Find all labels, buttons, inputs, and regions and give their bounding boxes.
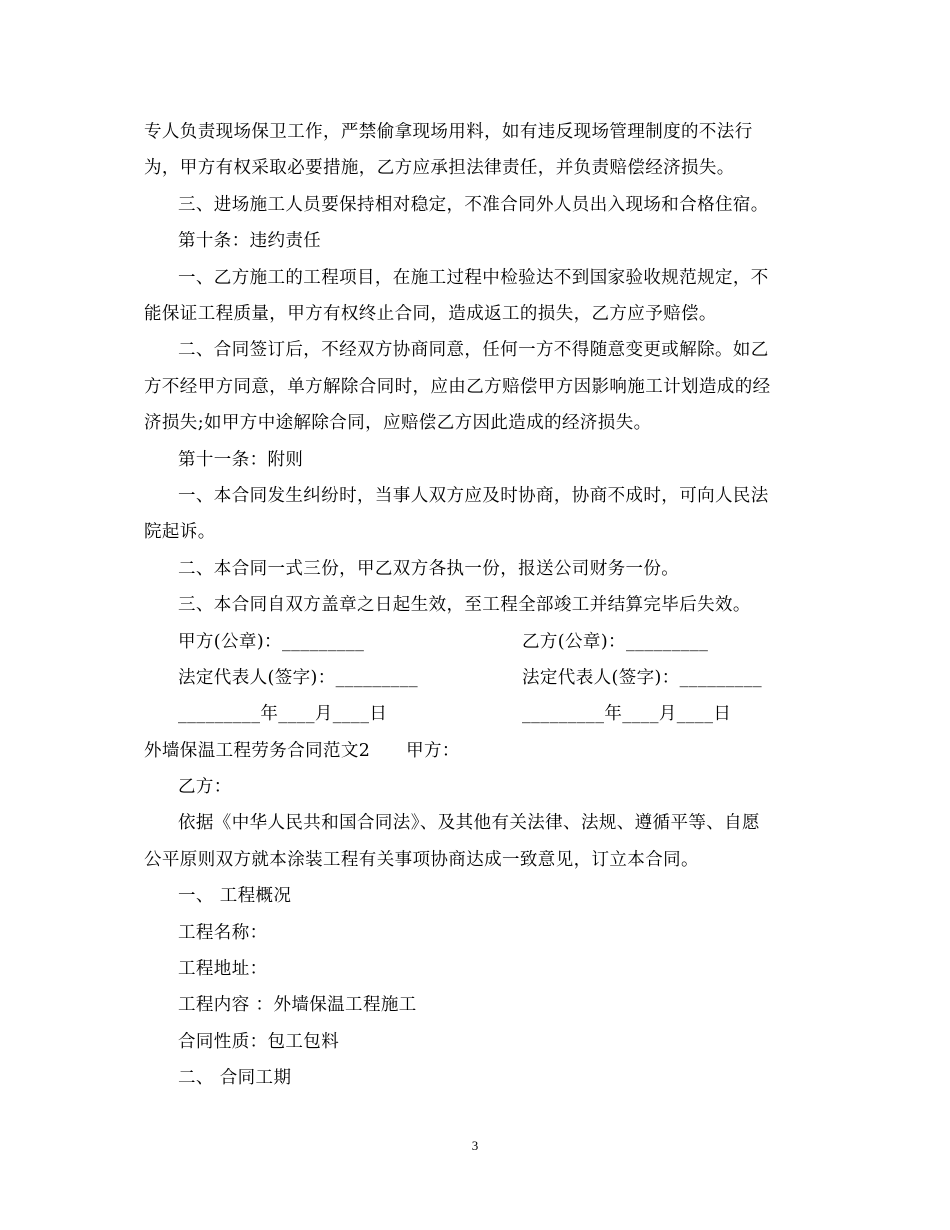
paragraph-line: 工程名称： <box>178 923 268 943</box>
page-number: 3 <box>471 1138 479 1153</box>
paragraph-line: 乙方： <box>178 777 232 797</box>
party-a-seal-field: 甲方(公章)：_________ <box>178 632 365 652</box>
paragraph-line: 能保证工程质量，甲方有权终止合同，造成返工的损失，乙方应予赔偿。 <box>144 304 717 324</box>
paragraph-line: 三、进场施工人员要保持相对稳定，不准合同外人员出入现场和合格住宿。 <box>178 195 769 215</box>
party-b-rep-field: 法定代表人(签字)：_________ <box>522 668 763 688</box>
document-title-line: 外墙保温工程劳务合同范文2 甲方： <box>144 741 460 761</box>
paragraph-line: 济损失;如甲方中途解除合同，应赔偿乙方因此造成的经济损失。 <box>144 413 652 433</box>
paragraph-line: 合同性质：包工包料 <box>178 1032 340 1052</box>
section-heading: 一、 工程概况 <box>178 886 292 906</box>
party-a-date-field: _________年____月____日 <box>178 704 388 724</box>
section-heading: 第十一条：附则 <box>178 450 304 470</box>
party-b-seal-field: 乙方(公章)：_________ <box>522 632 709 652</box>
paragraph-line: 院起诉。 <box>144 522 216 542</box>
paragraph-line: 一、本合同发生纠纷时，当事人双方应及时协商，协商不成时，可向人民法 <box>178 486 769 506</box>
paragraph-line: 工程内容 ：外墙保温工程施工 <box>178 995 417 1015</box>
party-a-rep-field: 法定代表人(签字)：_________ <box>178 668 419 688</box>
party-b-date-field: _________年____月____日 <box>522 704 732 724</box>
paragraph-line: 专人负责现场保卫工作，严禁偷拿现场用料，如有违反现场管理制度的不法行 <box>144 122 753 142</box>
paragraph-line: 二、合同签订后，不经双方协商同意，任何一方不得随意变更或解除。如乙 <box>178 340 769 360</box>
paragraph-line: 工程地址： <box>178 959 268 979</box>
section-heading: 第十条：违约责任 <box>178 231 322 251</box>
section-heading: 二、 合同工期 <box>178 1068 292 1088</box>
paragraph-line: 三、本合同自双方盖章之日起生效，至工程全部竣工并结算完毕后失效。 <box>178 595 751 615</box>
paragraph-line: 二、本合同一式三份，甲乙双方各执一份，报送公司财务一份。 <box>178 559 680 579</box>
paragraph-line: 方不经甲方同意，单方解除合同时，应由乙方赔偿甲方因影响施工计划造成的经 <box>144 377 771 397</box>
paragraph-line: 依据《中华人民共和国合同法》、及其他有关法律、法规、遵循平等、自愿 <box>178 813 760 833</box>
paragraph-line: 公平原则双方就本涂装工程有关事项协商达成一致意见，订立本合同。 <box>144 850 699 870</box>
paragraph-line: 一、乙方施工的工程项目，在施工过程中检验达不到国家验收规范规定，不 <box>178 268 769 288</box>
paragraph-line: 为，甲方有权采取必要措施，乙方应承担法律责任，并负责赔偿经济损失。 <box>144 158 735 178</box>
